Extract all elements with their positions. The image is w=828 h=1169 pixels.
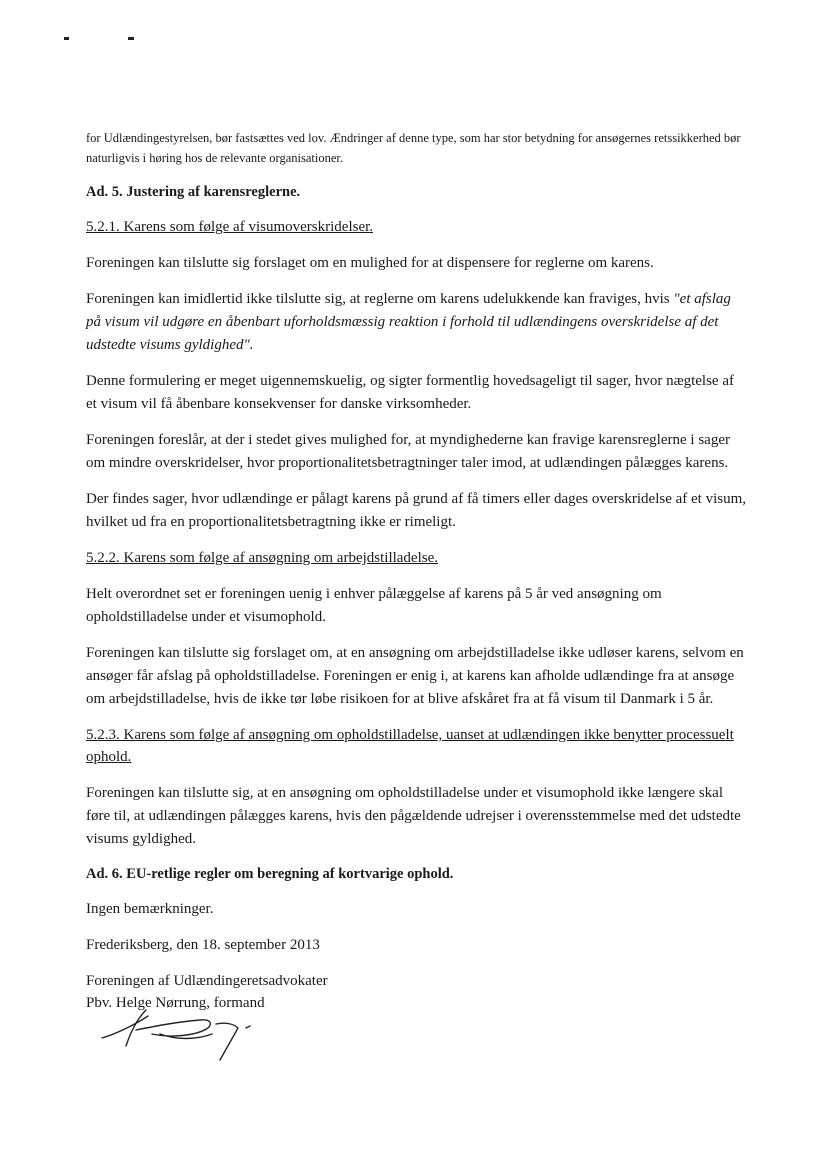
scan-speck: [64, 37, 69, 40]
paragraph-lead: Foreningen kan imidlertid ikke tilslutte sig, at reglerne om karens udelukkende kan fraviges, hvis: [86, 291, 674, 307]
paragraph: [86, 288, 746, 357]
paragraph: Helt overordnet set er foreningen uenig i enhver pålæggelse af karens på 5 år ved ansøgning om opholdstilladelse under et visumophold.: [86, 586, 662, 625]
letter-body: [86, 128, 746, 1014]
place-date: Frederiksberg, den 18. september 2013: [86, 937, 320, 953]
subsection-523-heading: 5.2.3. Karens som følge af ansøgning om opholdstilladelse, uanset at udlændingen ikke benytter processuelt ophold.: [86, 727, 734, 765]
section-5-heading: Ad. 5. Justering af karensreglerne.: [86, 184, 301, 200]
handwritten-signature: [96, 994, 256, 1074]
paragraph: Denne formulering er meget uigennemskuelig, og sigter formentlig hovedsageligt til sager, hvor nægtelse af et visum vil få åbenbare konsekvenser for danske virksomheder.: [86, 373, 734, 412]
paragraph: Ingen bemærkninger.: [86, 901, 214, 917]
paragraph: Foreningen foreslår, at der i stedet gives mulighed for, at myndighederne kan fravige karensreglerne i sager om mindre overskridelser, hvor proportionalitetsbetragtninger taler imod, at udlændingen pålægges karens.: [86, 432, 730, 471]
organisation-name: Foreningen af Udlændingeretsadvokater: [86, 973, 328, 989]
quoted-text: "et afslag på visum vil udgøre en åbenbart uforholdsmæssig reaktion i forhold til udlændingens overskridelse af det udstedte visums gyldighed".: [86, 291, 731, 353]
paragraph: Der findes sager, hvor udlændinge er pålagt karens på grund af få timers eller dages overskridelse af et visum, hvilket ud fra en proportionalitetsbetragtning ikke er rimeligt.: [86, 491, 747, 530]
intro-paragraph: for Udlændingestyrelsen, bør fastsættes ved lov. Ændringer af denne type, som har stor betydning for ansøgernes retssikkerhed bør naturligvis i høring hos de relevante organisationer.: [86, 131, 741, 165]
subsection-521-heading: 5.2.1. Karens som følge af visumoverskridelser.: [86, 219, 374, 235]
scan-speck: [128, 37, 134, 40]
paragraph: Foreningen kan tilslutte sig forslaget om, at en ansøgning om arbejdstilladelse ikke udløser karens, selvom en ansøger får afslag på opholdstilladelse. Foreningen er enig i, at karens kan afholde udlændinge fra at ansøge om arbejdstilladelse, hvis de ikke tør løbe risikoen for at blive afskåret fra at få visum til Danmark i 5 år.: [86, 645, 744, 707]
paragraph: Foreningen kan tilslutte sig, at en ansøgning om opholdstilladelse under et visumophold ikke længere skal føre til, at udlændingen pålægges karens, hvis den pågældende udrejser i overensstemmelse med det udstedte visums gyldighed.: [86, 785, 741, 847]
subsection-522-heading: 5.2.2. Karens som følge af ansøgning om arbejdstilladelse.: [86, 550, 439, 566]
paragraph: Foreningen kan tilslutte sig forslaget om en mulighed for at dispensere for reglerne om karens.: [86, 255, 654, 271]
section-6-heading: Ad. 6. EU-retlige regler om beregning af kortvarige ophold.: [86, 866, 454, 882]
signer-name: Pbv. Helge Nørrung, formand: [86, 995, 265, 1011]
